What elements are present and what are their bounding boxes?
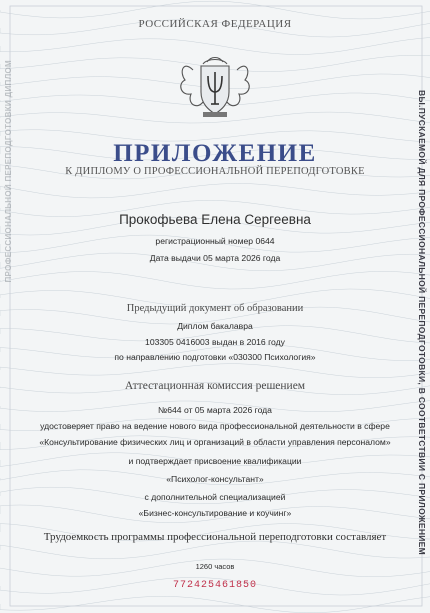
issue-date: Дата выдачи 05 марта 2026 года — [149, 253, 281, 263]
serial-number: 772425461850 — [172, 580, 257, 591]
guilloche-wave — [0, 184, 430, 198]
country-heading: РОССИЙСКАЯ ФЕДЕРАЦИЯ — [138, 18, 292, 30]
registration-number: регистрационный номер 0644 — [155, 236, 275, 246]
qualification: «Психолог-консультант» — [166, 474, 264, 484]
psi-shield-emblem-icon — [173, 52, 257, 122]
holder-name: Прокофьева Елена Сергеевна — [119, 212, 311, 227]
commission-decision: №644 от 05 марта 2026 года — [158, 405, 272, 415]
guilloche-wave — [0, 541, 430, 559]
workload-label: Трудоемкость программы профессиональной переподготовки составляет — [43, 531, 387, 543]
commission-field: «Консультирование физических лиц и организаций в области управления персоналом» — [39, 437, 391, 447]
previous-document-type: Диплом бакалавра — [177, 321, 253, 331]
previous-education-label: Предыдущий документ об образовании — [126, 303, 304, 314]
document-subtitle: К ДИПЛОМУ О ПРОФЕССИОНАЛЬНОЙ ПЕРЕПОДГОТОВКЕ — [65, 166, 365, 177]
commission-confirm-text: и подтверждает присвоение квалификации — [128, 456, 302, 466]
document-title: ПРИЛОЖЕНИЕ — [113, 140, 317, 167]
guilloche-wave — [0, 596, 430, 612]
guilloche-wave — [0, 271, 430, 289]
previous-document-number: 103305 0416003 выдан в 2016 году — [145, 337, 285, 347]
workload-hours: 1260 часов — [195, 562, 235, 571]
specialization-label: с дополнительной специализацией — [144, 492, 286, 502]
guilloche-wave — [0, 1, 430, 19]
commission-right-text: удостоверяет право на ведение нового вида профессиональной деятельности в сфере — [40, 421, 390, 431]
specialization: «Бизнес-консультирование и коучинг» — [138, 508, 292, 518]
commission-label: Аттестационная комиссия решением — [124, 380, 306, 392]
previous-direction: по направлению подготовки «030300 Психология» — [114, 352, 316, 362]
security-sidebar-text-left: ПРОФЕССИОНАЛЬНОЙ ПЕРЕПОДГОТОВКИ ДИПЛОМ — [4, 60, 13, 283]
guilloche-wave — [0, 364, 430, 378]
security-sidebar-text: ВЫ.ПУСКАЕМОЙ ДЛЯ ПРОФЕССИОНАЛЬНОЙ ПЕРЕПОДГОТОВКИ, В СООТВЕТСТВИИ С ПРИЛОЖЕНИЕМ — [417, 90, 427, 556]
